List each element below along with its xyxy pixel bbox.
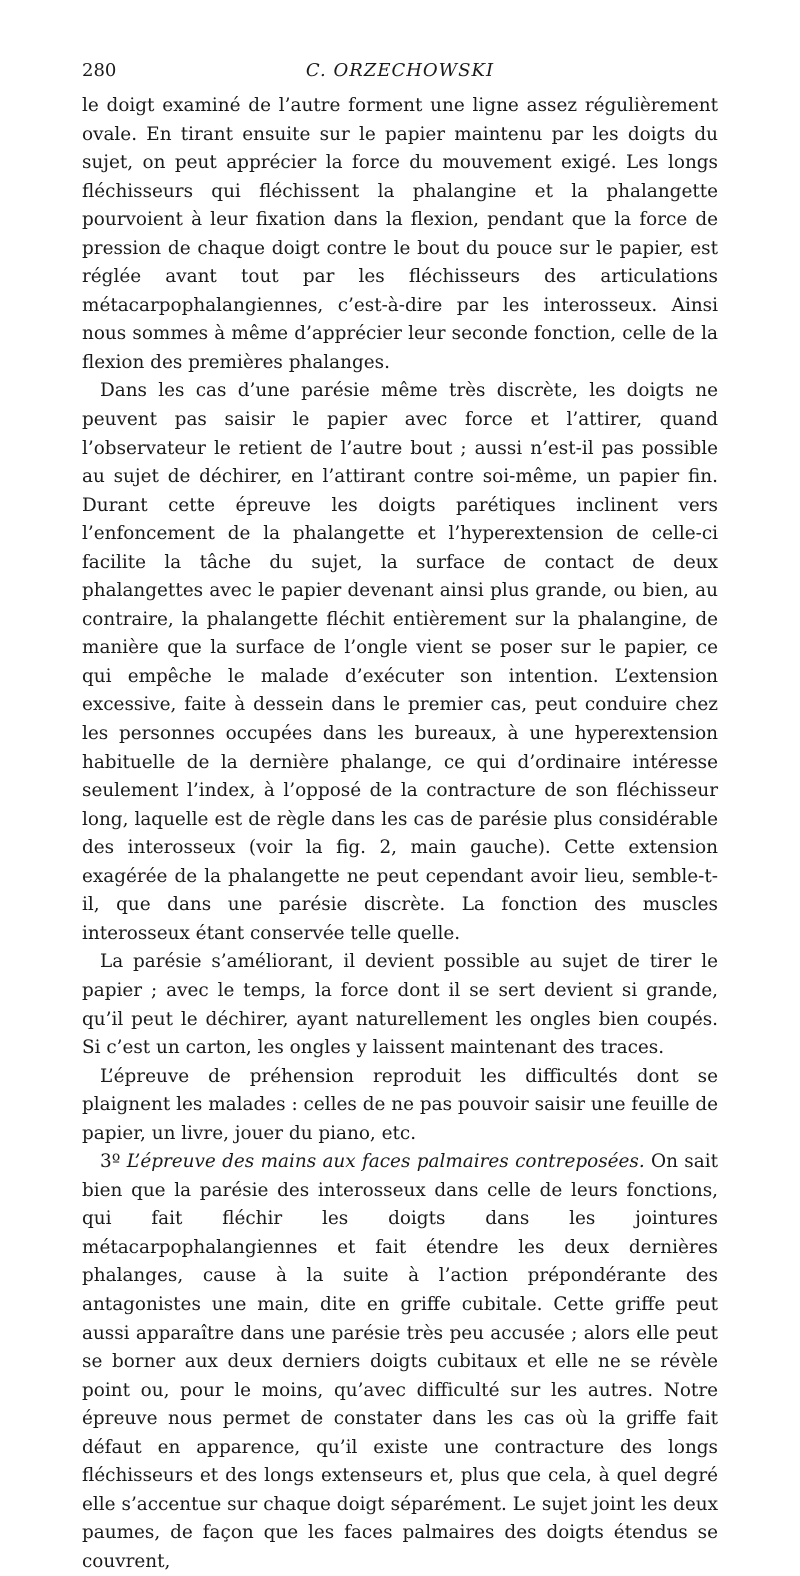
section-title: L’épreuve des mains aux faces palmaires contreposées.	[126, 1151, 645, 1173]
paragraph-5	[82, 1148, 718, 1576]
paragraph-4: L’épreuve de préhension reproduit les difficultés dont se plaignent les malades : celles de ne pas pouvoir saisir une feuille de papier, un livre, jouer du piano, etc.	[82, 1065, 718, 1144]
section-number: 3º	[100, 1151, 121, 1173]
paragraph-3: La parésie s’améliorant, il devient possible au sujet de tirer le papier ; avec le temps, la force dont il se sert devient si grande, qu’il peut le déchirer, ayant naturellement les ongles bien coupés. Si c’est un carton, les ongles y laissent maintenant des traces.	[82, 951, 718, 1059]
paragraph-1: le doigt examiné de l’autre forment une ligne assez régulièrement ovale. En tirant ensuite sur le papier maintenu par les doigts du sujet, on peut apprécier la force du mouvement exigé. Les longs fléchisseurs qui fléchissent la phalangine et la phalangette pourvoient à leur fixation dans la flexion, pendant que la force de pression de chaque doigt contre le bout du pouce sur le papier, est réglée avant tout par les fléchisseurs des articulations métacarpophalangiennes, c’est-à-dire par les interosseux. Ainsi nous sommes à même d’apprécier leur seconde fonction, celle de la flexion des premières phalanges.	[82, 95, 718, 373]
body-text	[82, 92, 718, 1576]
page-number: 280	[82, 60, 117, 81]
paragraph-2: Dans les cas d’une parésie même très discrète, les doigts ne peuvent pas saisir le papier avec force et l’attirer, quand l’observateur le retient de l’autre bout ; aussi n’est-il pas possible au sujet de déchirer, en l’attirant contre soi-même, un papier fin. Durant cette épreuve les doigts parétiques inclinent vers l’enfoncement de la phalangette et l’hyperextension de celle-ci facilite la tâche du sujet, la surface de contact de deux phalangettes avec le papier devenant ainsi plus grande, ou bien, au contraire, la phalangette fléchit entièrement sur la phalangine, de manière que la surface de l’ongle vient se poser sur le papier, ce qui empêche le malade d’exécuter son intention. L’extension excessive, faite à dessein dans le premier cas, peut conduire chez les personnes occupées dans les bureaux, à une hyperextension habituelle de la dernière phalange, ce qui d’ordinaire intéresse seulement l’index, à l’opposé de la contracture de son fléchisseur long, laquelle est de règle dans les cas de parésie plus considérable des interosseux (voir la fig. 2, main gauche). Cette extension exagérée de la phalangette ne peut cependant avoir lieu, semble-t-il, que dans une parésie discrète. La fonction des muscles interosseux étant conservée telle quelle.	[82, 380, 718, 944]
section-text: On sait bien que la parésie des interosseux dans celle de leurs fonctions, qui fait fléchir les doigts dans les jointures métacarpophalangiennes et fait étendre les deux dernières phalanges, cause à la suite à l’action prépondérante des antagonistes une main, dite en griffe cubitale. Cette griffe peut aussi apparaître dans une parésie très peu accusée ; alors elle peut se borner aux deux derniers doigts cubitaux et elle ne se révèle point ou, pour le moins, qu’avec difficulté sur les autres. Notre épreuve nous permet de constater dans les cas où la griffe fait défaut en apparence, qu’il existe une contracture des longs fléchisseurs et des longs extenseurs et, plus que cela, à quel degré elle s’accentue sur chaque doigt séparément. Le sujet joint les deux paumes, de façon que les faces palmaires des doigts étendus se couvrent,	[82, 1151, 718, 1572]
page-header	[82, 60, 718, 84]
running-head: C. ORZECHOWSKI	[305, 60, 495, 81]
